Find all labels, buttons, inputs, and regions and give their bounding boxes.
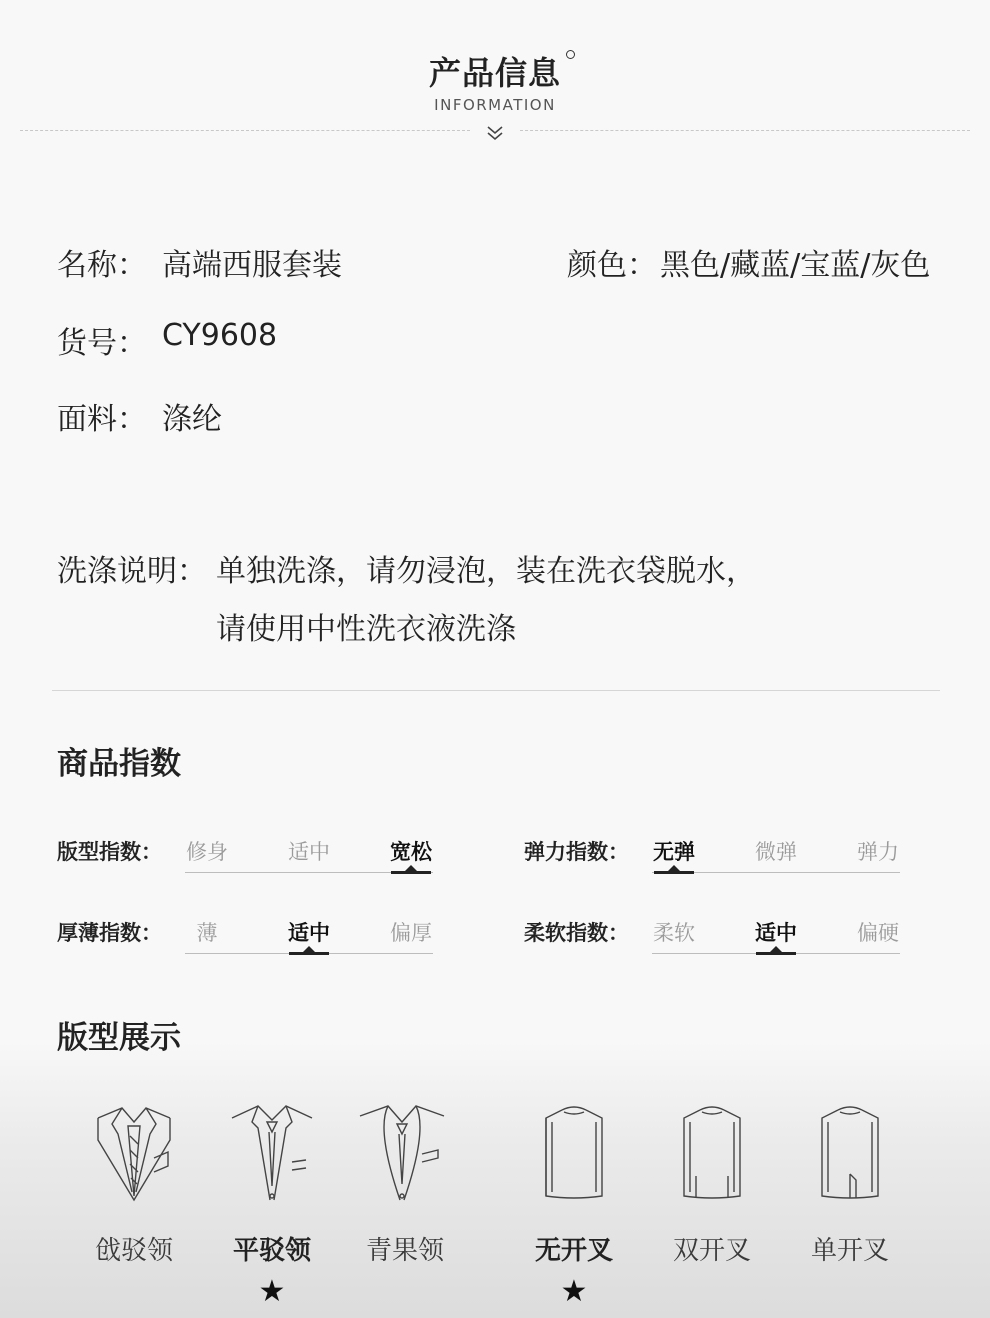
style-label: 青果领 <box>365 1236 444 1266</box>
index-option-selected: 适中 <box>755 921 797 945</box>
index-option: 柔软 <box>653 921 695 945</box>
style-label: 平驳领 <box>232 1236 311 1266</box>
index-selected-pointer <box>303 946 315 952</box>
name-label: 名称： <box>57 248 147 283</box>
peak-lapel-icon <box>84 1100 184 1210</box>
notch-lapel-icon <box>222 1100 322 1210</box>
index-option: 适中 <box>288 840 330 864</box>
index-option-selected: 宽松 <box>390 840 432 864</box>
double-vent-icon <box>662 1100 762 1210</box>
index-scale-label: 版型指数： <box>57 840 162 864</box>
index-scale-label: 柔软指数： <box>524 921 629 945</box>
index-selected-marker <box>289 952 329 955</box>
color-value: 黑色/藏蓝/宝蓝/灰色 <box>660 248 931 283</box>
header-divider-right <box>520 130 970 131</box>
index-option: 薄 <box>196 921 218 945</box>
page-title: 产品信息 <box>428 54 561 92</box>
wash-instruction-line2: 请使用中性洗衣液洗涤 <box>216 612 516 647</box>
style-label: 戗驳领 <box>94 1236 173 1266</box>
section-divider <box>52 690 940 691</box>
index-option: 微弹 <box>755 840 797 864</box>
title-degree-mark <box>566 50 575 59</box>
index-option-selected: 无弹 <box>653 840 695 864</box>
index-selected-pointer <box>405 865 417 871</box>
style-label: 单开叉 <box>810 1236 889 1266</box>
index-scale-label: 厚薄指数： <box>57 921 162 945</box>
name-value: 高端西服套装 <box>162 248 342 283</box>
wash-label: 洗涤说明： <box>57 554 207 589</box>
style-label: 双开叉 <box>672 1236 751 1266</box>
fabric-label: 面料： <box>57 402 147 437</box>
single-vent-icon <box>800 1100 900 1210</box>
index-option: 弹力 <box>857 840 899 864</box>
index-selected-marker <box>756 952 796 955</box>
index-selected-pointer <box>770 946 782 952</box>
style-label: 无开叉 <box>534 1236 613 1266</box>
index-selected-pointer <box>668 865 680 871</box>
style-section-title: 版型展示 <box>57 1020 181 1056</box>
shawl-lapel-icon <box>352 1100 452 1210</box>
fabric-value: 涤纶 <box>162 402 222 437</box>
index-option: 修身 <box>186 840 228 864</box>
sku-value: CY9608 <box>162 318 278 353</box>
index-section-title: 商品指数 <box>57 746 181 782</box>
wash-instruction-line1: 单独洗涤，请勿浸泡，装在洗衣袋脱水， <box>216 554 756 589</box>
index-option: 偏厚 <box>390 921 432 945</box>
sku-label: 货号： <box>57 326 147 361</box>
page-subtitle: INFORMATION <box>434 96 556 114</box>
header-divider-left <box>20 130 470 131</box>
star-icon: ★ <box>560 1274 588 1309</box>
index-option: 偏硬 <box>857 921 899 945</box>
star-icon: ★ <box>258 1274 286 1309</box>
index-selected-marker <box>391 871 431 874</box>
double-chevron-down-icon <box>483 122 507 146</box>
index-option-selected: 适中 <box>288 921 330 945</box>
no-vent-icon <box>524 1100 624 1210</box>
color-label: 颜色： <box>567 248 657 283</box>
index-scale-label: 弹力指数： <box>524 840 629 864</box>
index-selected-marker <box>654 871 694 874</box>
